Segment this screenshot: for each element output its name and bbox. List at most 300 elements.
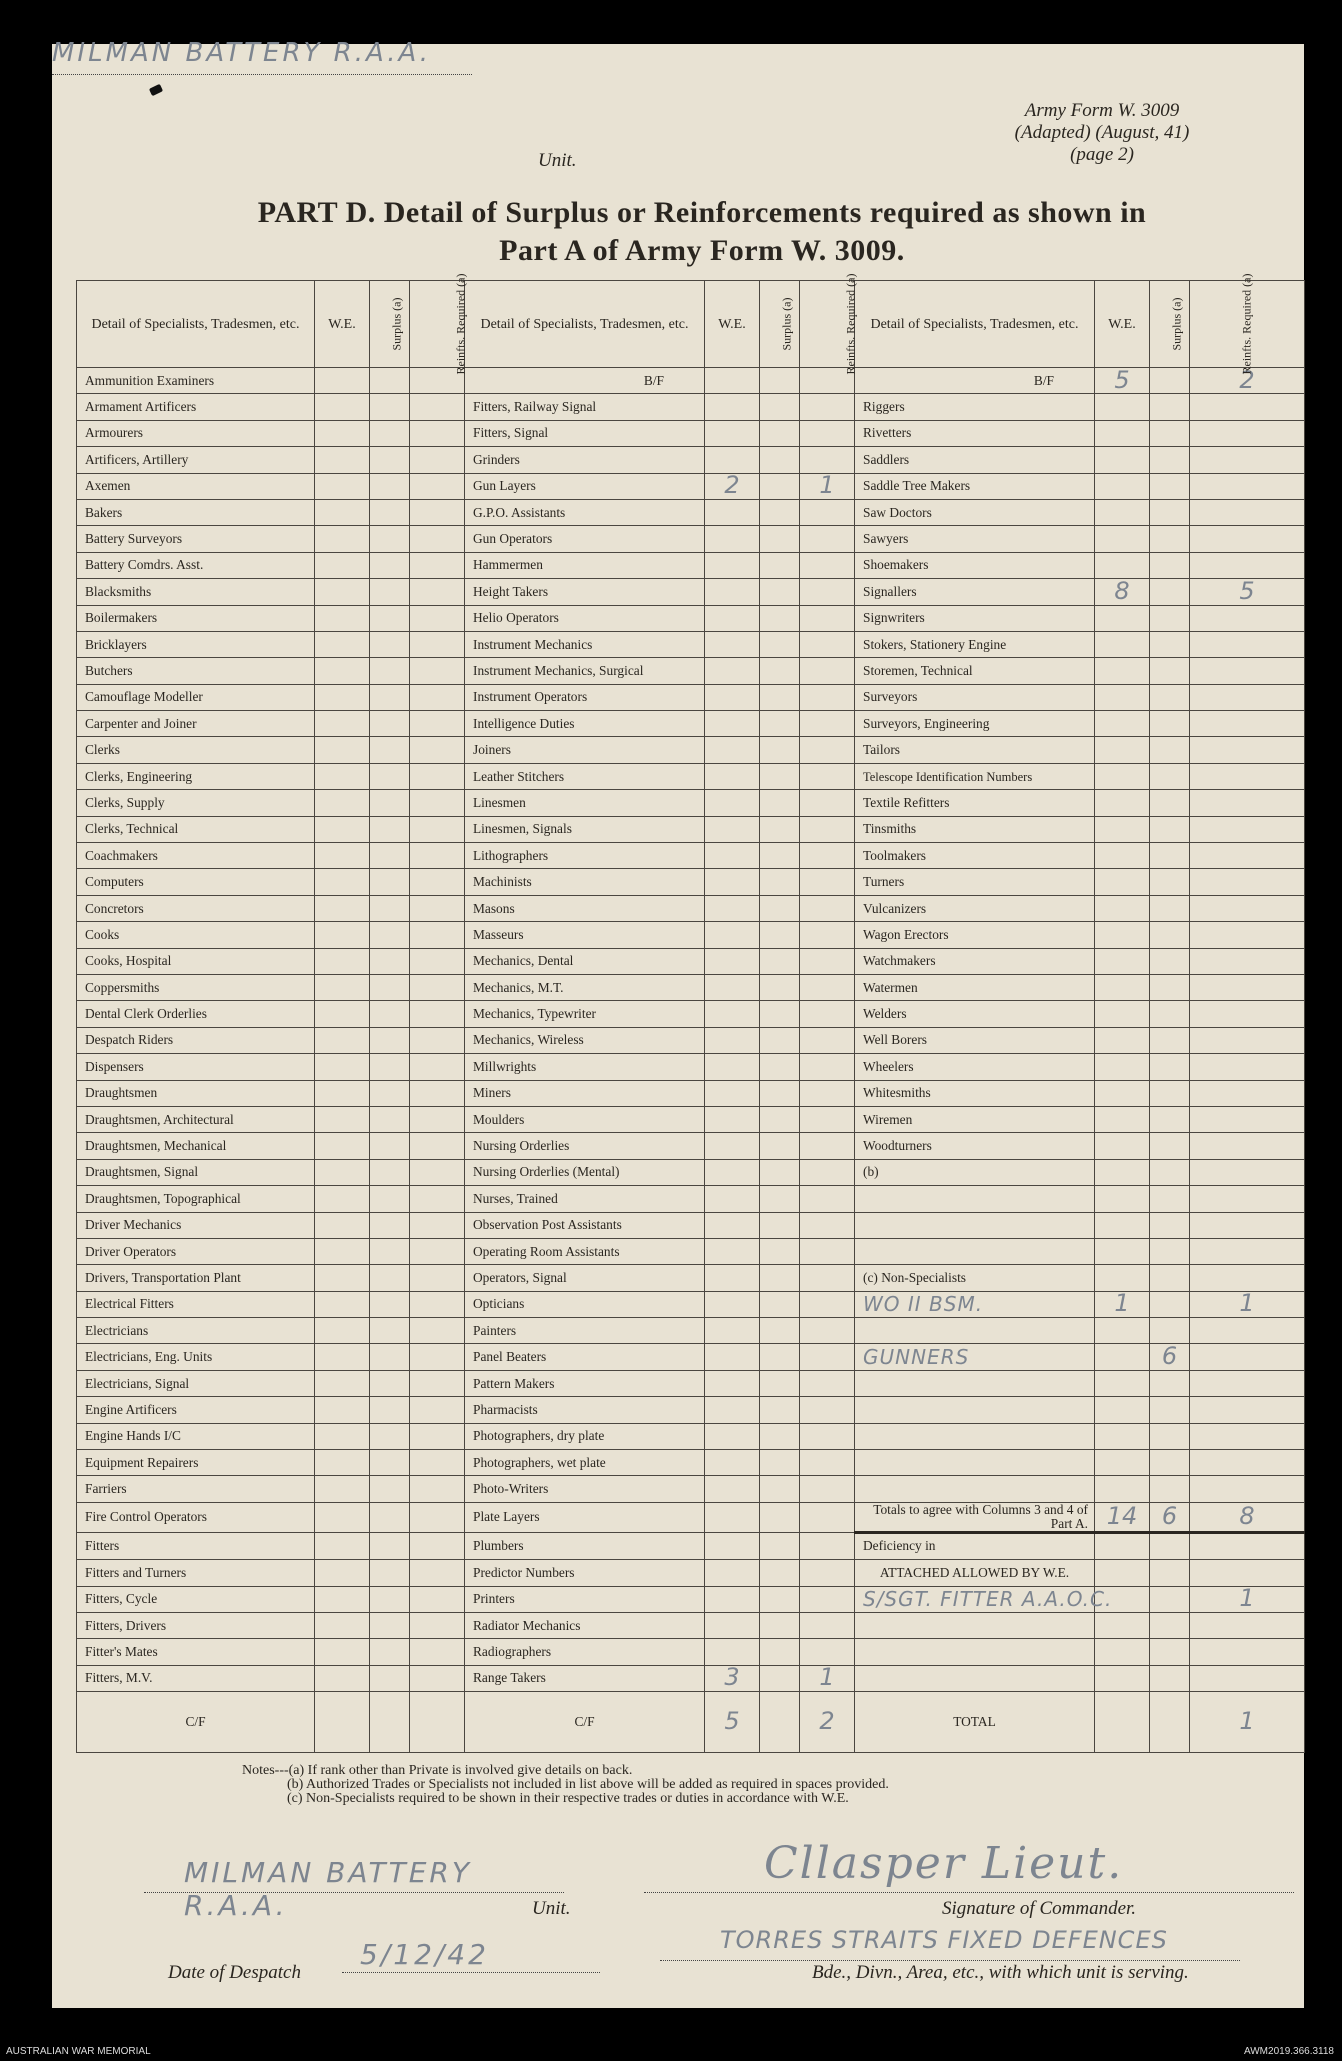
reinfts-cell-2 xyxy=(800,447,855,473)
detail-cell-2 xyxy=(465,579,705,605)
col-reinfts-2: Reinfts. Required (a) xyxy=(800,281,855,368)
reinfts-cell-1 xyxy=(410,579,465,605)
reinfts-cell-2 xyxy=(800,499,855,525)
we-cell-2 xyxy=(705,790,760,816)
detail-cell-2-value: Photo-Writers xyxy=(473,1481,549,1497)
we-cell-2 xyxy=(705,420,760,446)
we-cell-2 xyxy=(705,1238,760,1264)
detail-cell-1-value: Fitters, M.V. xyxy=(85,1670,153,1686)
reinfts-cell-2 xyxy=(800,790,855,816)
surplus-cell-1 xyxy=(370,1027,410,1053)
detail-cell-1-value: Armament Artificers xyxy=(85,399,197,415)
detail-cell-3-value: Watchmakers xyxy=(863,953,936,969)
reinfts-cell-3 xyxy=(1190,631,1305,657)
surplus-cell-2 xyxy=(760,526,800,552)
we-cell-3 xyxy=(1095,394,1150,420)
surplus-cell-3 xyxy=(1150,711,1190,737)
we-cell-3 xyxy=(1095,1212,1150,1238)
surplus-cell-1 xyxy=(370,1265,410,1291)
we-cell-3 xyxy=(1095,1265,1150,1291)
we-cell-1 xyxy=(315,1186,370,1212)
detail-cell-3-value: ATTACHED ALLOWED BY W.E. xyxy=(879,1564,1070,1580)
reinfts-cell-1 xyxy=(410,1450,465,1476)
surplus-cell-3 xyxy=(1150,658,1190,684)
title-line-2: Part A of Army Form W. 3009. xyxy=(499,234,905,267)
detail-cell-1 xyxy=(77,1586,315,1612)
detail-cell-3 xyxy=(855,552,1095,578)
reinfts-cell-2 xyxy=(800,816,855,842)
table-row xyxy=(77,1344,1305,1370)
reinfts-cell-2 xyxy=(800,1291,855,1317)
reinfts-cell-1 xyxy=(410,843,465,869)
detail-cell-3-value: B/F xyxy=(1033,372,1054,388)
detail-cell-2 xyxy=(465,526,705,552)
we-cell-1 xyxy=(315,1238,370,1264)
we-cell-3 xyxy=(1095,473,1150,499)
table-row xyxy=(77,1502,1305,1532)
we-cell-1 xyxy=(315,1133,370,1159)
we-cell-1 xyxy=(315,1080,370,1106)
detail-cell-2 xyxy=(465,368,705,394)
reinfts-cell-1 xyxy=(410,790,465,816)
ink-mark xyxy=(149,84,163,96)
surplus-cell-2 xyxy=(760,1423,800,1449)
we-cell-3 xyxy=(1095,869,1150,895)
we-cell-1 xyxy=(315,579,370,605)
detail-cell-3 xyxy=(855,895,1095,921)
we-cell-1 xyxy=(315,1291,370,1317)
surplus-cell-2 xyxy=(760,1212,800,1238)
surplus-cell-1 xyxy=(370,526,410,552)
reinfts-cell-3 xyxy=(1190,1665,1305,1691)
surplus-cell-2 xyxy=(760,1450,800,1476)
detail-cell-3-value: Tinsmiths xyxy=(863,821,917,837)
detail-cell-1 xyxy=(77,711,315,737)
reinfts-cell-3 xyxy=(1190,1612,1305,1638)
reinfts-cell-2 xyxy=(800,843,855,869)
surplus-cell-2 xyxy=(760,1612,800,1638)
we-cell-2 xyxy=(705,711,760,737)
detail-cell-2 xyxy=(465,1054,705,1080)
commander-signature: Cllasper Lieut. xyxy=(764,1838,1124,1889)
detail-cell-1 xyxy=(77,1159,315,1185)
we-cell-2 xyxy=(705,605,760,631)
detail-cell-1 xyxy=(77,1106,315,1132)
we-cell-1 xyxy=(315,1397,370,1423)
detail-cell-3 xyxy=(855,1212,1095,1238)
detail-cell-3 xyxy=(855,948,1095,974)
we-cell-2 xyxy=(705,1397,760,1423)
table-row xyxy=(77,1212,1305,1238)
we-cell-2 xyxy=(705,552,760,578)
we-cell-1 xyxy=(315,605,370,631)
detail-cell-2 xyxy=(465,1027,705,1053)
surplus-cell-3 xyxy=(1150,1560,1190,1586)
detail-cell-2 xyxy=(465,1502,705,1532)
surplus-cell-3 xyxy=(1150,1665,1190,1691)
surplus-cell-1 xyxy=(370,552,410,578)
detail-cell-1-value: Electricians xyxy=(85,1322,149,1338)
surplus-cell-1 xyxy=(370,1186,410,1212)
we-cell-2 xyxy=(705,526,760,552)
col-detail-1: Detail of Specialists, Tradesmen, etc. xyxy=(77,281,315,368)
surplus-cell-3 xyxy=(1150,948,1190,974)
surplus-cell-3 xyxy=(1150,579,1190,605)
detail-cell-1 xyxy=(77,895,315,921)
reinfts-cell-3-value: 8 xyxy=(1239,1501,1255,1530)
reinfts-cell-3 xyxy=(1190,763,1305,789)
detail-cell-3 xyxy=(855,499,1095,525)
surplus-cell-3 xyxy=(1150,605,1190,631)
detail-cell-1-value: Fitter's Mates xyxy=(85,1644,158,1660)
surplus-cell-3 xyxy=(1150,1027,1190,1053)
detail-cell-3 xyxy=(855,1265,1095,1291)
we-cell-1 xyxy=(315,526,370,552)
reinfts-cell-2 xyxy=(800,605,855,631)
reinfts-cell-3 xyxy=(1190,816,1305,842)
surplus-cell-3 xyxy=(1150,1265,1190,1291)
surplus-cell-2 xyxy=(760,737,800,763)
surplus-cell-2 xyxy=(760,869,800,895)
reinfts-cell-3 xyxy=(1190,1265,1305,1291)
detail-cell-2-value: Panel Beaters xyxy=(473,1349,547,1365)
detail-cell-3 xyxy=(855,1106,1095,1132)
surplus-cell-3 xyxy=(1150,816,1190,842)
we-cell-2 xyxy=(705,1318,760,1344)
detail-cell-3-value: (c) Non-Specialists xyxy=(863,1269,967,1285)
table-row xyxy=(77,658,1305,684)
formation-label: Bde., Divn., Area, etc., with which unit is serving. xyxy=(812,1962,1189,1983)
we-cell-2 xyxy=(705,579,760,605)
cf-surplus-2 xyxy=(760,1692,800,1753)
reinfts-cell-3 xyxy=(1190,526,1305,552)
table-row xyxy=(77,1560,1305,1586)
detail-cell-2-value: Hammermen xyxy=(473,557,543,573)
detail-cell-1 xyxy=(77,420,315,446)
surplus-cell-1 xyxy=(370,1291,410,1317)
detail-cell-3-value: Tailors xyxy=(863,742,900,758)
we-cell-3 xyxy=(1095,711,1150,737)
detail-cell-3 xyxy=(855,816,1095,842)
note-a: Notes---(a) If rank other than Private is involved give details on back. xyxy=(242,1763,633,1778)
detail-cell-3 xyxy=(855,1001,1095,1027)
surplus-cell-3 xyxy=(1150,1186,1190,1212)
we-cell-1 xyxy=(315,974,370,1000)
despatch-label: Date of Despatch xyxy=(168,1962,301,1983)
table-header-row xyxy=(77,281,1305,368)
reinfts-cell-1 xyxy=(410,473,465,499)
we-cell-1 xyxy=(315,1212,370,1238)
surplus-cell-1 xyxy=(370,790,410,816)
cf-label-1 xyxy=(77,1692,315,1753)
table-row xyxy=(77,1054,1305,1080)
we-cell-3 xyxy=(1095,948,1150,974)
reinfts-cell-3 xyxy=(1190,1106,1305,1132)
we-cell-3-value: 1 xyxy=(1114,1289,1130,1318)
detail-cell-2 xyxy=(465,1212,705,1238)
reinfts-cell-3 xyxy=(1190,1397,1305,1423)
we-cell-2 xyxy=(705,1560,760,1586)
surplus-cell-3 xyxy=(1150,1476,1190,1502)
table-row xyxy=(77,473,1305,499)
surplus-cell-1 xyxy=(370,1532,410,1559)
we-cell-1 xyxy=(315,1665,370,1691)
we-cell-1 xyxy=(315,368,370,394)
reinfts-cell-3 xyxy=(1190,1159,1305,1185)
surplus-cell-2 xyxy=(760,711,800,737)
reinfts-cell-1 xyxy=(410,1212,465,1238)
surplus-cell-3 xyxy=(1150,1080,1190,1106)
col-surplus-1: Surplus (a) xyxy=(370,281,410,368)
detail-cell-3 xyxy=(855,974,1095,1000)
detail-cell-2-value: Millwrights xyxy=(473,1058,537,1074)
reinfts-cell-1 xyxy=(410,684,465,710)
we-cell-1 xyxy=(315,473,370,499)
detail-cell-3-value: Saddlers xyxy=(863,451,910,467)
surplus-cell-2 xyxy=(760,1133,800,1159)
table-row xyxy=(77,499,1305,525)
detail-cell-1 xyxy=(77,1532,315,1559)
detail-cell-2 xyxy=(465,1318,705,1344)
detail-cell-2 xyxy=(465,843,705,869)
detail-cell-3-value: Signallers xyxy=(863,583,917,599)
we-cell-1 xyxy=(315,1502,370,1532)
we-cell-1 xyxy=(315,737,370,763)
cf-we-1 xyxy=(315,1692,370,1753)
surplus-cell-1 xyxy=(370,974,410,1000)
we-cell-1 xyxy=(315,1054,370,1080)
we-cell-3 xyxy=(1095,1476,1150,1502)
we-cell-2 xyxy=(705,1532,760,1559)
detail-cell-2 xyxy=(465,473,705,499)
reinfts-cell-2 xyxy=(800,1344,855,1370)
reinfts-cell-2 xyxy=(800,631,855,657)
reinfts-cell-3 xyxy=(1190,843,1305,869)
detail-cell-1 xyxy=(77,790,315,816)
table-row xyxy=(77,1450,1305,1476)
reinfts-cell-3-value: 2 xyxy=(1239,365,1255,394)
surplus-cell-2 xyxy=(760,1159,800,1185)
reinfts-cell-3 xyxy=(1190,420,1305,446)
detail-cell-1 xyxy=(77,1476,315,1502)
table-row xyxy=(77,737,1305,763)
detail-cell-3 xyxy=(855,763,1095,789)
detail-cell-1-value: Equipment Repairers xyxy=(85,1454,199,1470)
detail-cell-3 xyxy=(855,869,1095,895)
surplus-cell-3 xyxy=(1150,394,1190,420)
detail-cell-3-value: (b) xyxy=(863,1164,879,1180)
we-cell-3 xyxy=(1095,447,1150,473)
surplus-cell-3 xyxy=(1150,1344,1190,1370)
detail-cell-1-value: Boilermakers xyxy=(85,610,158,626)
reinfts-cell-3 xyxy=(1190,922,1305,948)
detail-cell-1-value: Draughtsmen xyxy=(85,1085,158,1101)
surplus-cell-2 xyxy=(760,1586,800,1612)
detail-cell-1-value: Fire Control Operators xyxy=(85,1509,207,1525)
we-cell-1 xyxy=(315,394,370,420)
detail-cell-2 xyxy=(465,1265,705,1291)
detail-cell-1-value: Despatch Riders xyxy=(85,1032,174,1048)
detail-cell-3 xyxy=(855,1423,1095,1449)
surplus-cell-1 xyxy=(370,1502,410,1532)
we-cell-3 xyxy=(1095,631,1150,657)
we-cell-1 xyxy=(315,816,370,842)
table-row xyxy=(77,1001,1305,1027)
surplus-cell-2 xyxy=(760,1001,800,1027)
reinfts-cell-3 xyxy=(1190,1532,1305,1559)
detail-cell-2-value: Mechanics, Wireless xyxy=(473,1032,584,1048)
detail-cell-3 xyxy=(855,790,1095,816)
reinfts-cell-1 xyxy=(410,737,465,763)
we-cell-1 xyxy=(315,1159,370,1185)
detail-cell-1-value: Driver Operators xyxy=(85,1243,177,1259)
reinfts-cell-1 xyxy=(410,1027,465,1053)
table-row xyxy=(77,895,1305,921)
surplus-cell-2 xyxy=(760,447,800,473)
reinfts-cell-2 xyxy=(800,869,855,895)
surplus-cell-3 xyxy=(1150,1370,1190,1396)
surplus-cell-3 xyxy=(1150,499,1190,525)
detail-cell-2-value: Masseurs xyxy=(473,926,524,942)
reinfts-cell-3 xyxy=(1190,576,1305,605)
reinfts-cell-3 xyxy=(1190,1450,1305,1476)
detail-cell-2 xyxy=(465,711,705,737)
surplus-cell-1 xyxy=(370,922,410,948)
reinfts-cell-1 xyxy=(410,1054,465,1080)
detail-cell-2-value: Radiator Mechanics xyxy=(473,1617,581,1633)
table-row xyxy=(77,447,1305,473)
we-cell-2 xyxy=(705,948,760,974)
detail-cell-2-value: Grinders xyxy=(473,451,520,467)
table-row xyxy=(77,579,1305,605)
table-row xyxy=(77,816,1305,842)
we-cell-2 xyxy=(705,1370,760,1396)
surplus-cell-1 xyxy=(370,1560,410,1586)
surplus-cell-3 xyxy=(1150,1054,1190,1080)
surplus-cell-1 xyxy=(370,869,410,895)
surplus-cell-2 xyxy=(760,499,800,525)
reinfts-cell-1 xyxy=(410,1106,465,1132)
detail-cell-3-value: Watermen xyxy=(863,979,918,995)
we-cell-2 xyxy=(705,1080,760,1106)
surplus-cell-1 xyxy=(370,684,410,710)
reinfts-cell-3 xyxy=(1190,1370,1305,1396)
we-cell-2 xyxy=(705,1612,760,1638)
reinfts-cell-3 xyxy=(1190,447,1305,473)
total-reinfts xyxy=(1190,1692,1305,1753)
detail-cell-2 xyxy=(465,1186,705,1212)
total-we xyxy=(1095,1692,1150,1753)
detail-cell-3 xyxy=(855,1238,1095,1264)
detail-cell-1 xyxy=(77,843,315,869)
surplus-cell-1 xyxy=(370,368,410,394)
we-cell-2 xyxy=(705,1265,760,1291)
surplus-cell-1 xyxy=(370,763,410,789)
we-cell-2-value: 3 xyxy=(724,1663,740,1692)
surplus-cell-1 xyxy=(370,1586,410,1612)
detail-cell-1 xyxy=(77,1450,315,1476)
surplus-cell-3 xyxy=(1150,1502,1190,1532)
detail-cell-2-value: Mechanics, Typewriter xyxy=(473,1006,597,1022)
detail-cell-3 xyxy=(855,1054,1095,1080)
detail-cell-2 xyxy=(465,605,705,631)
detail-cell-3 xyxy=(855,1397,1095,1423)
surplus-cell-1 xyxy=(370,605,410,631)
surplus-cell-1 xyxy=(370,579,410,605)
detail-cell-1-value: Drivers, Transportation Plant xyxy=(85,1269,241,1285)
detail-cell-3 xyxy=(855,1080,1095,1106)
reinfts-cell-2 xyxy=(800,473,855,499)
detail-cell-2 xyxy=(465,1159,705,1185)
surplus-cell-1 xyxy=(370,711,410,737)
we-cell-2 xyxy=(705,1502,760,1532)
we-cell-2 xyxy=(705,1423,760,1449)
detail-cell-1 xyxy=(77,1560,315,1586)
specialists-table xyxy=(76,273,1305,1753)
detail-cell-1 xyxy=(77,816,315,842)
detail-cell-2 xyxy=(465,1450,705,1476)
we-cell-3 xyxy=(1095,1665,1150,1691)
detail-cell-2-value: Printers xyxy=(473,1591,515,1607)
surplus-cell-3 xyxy=(1150,1423,1190,1449)
detail-cell-2 xyxy=(465,1532,705,1559)
col-we-2: W.E. xyxy=(705,281,760,368)
surplus-cell-2 xyxy=(760,1265,800,1291)
detail-cell-1 xyxy=(77,1344,315,1370)
surplus-cell-1 xyxy=(370,737,410,763)
we-cell-2 xyxy=(705,684,760,710)
table-row xyxy=(77,1370,1305,1396)
reinfts-cell-2 xyxy=(800,1476,855,1502)
surplus-cell-1 xyxy=(370,816,410,842)
reinfts-cell-1 xyxy=(410,1423,465,1449)
detail-cell-1 xyxy=(77,1291,315,1317)
surplus-cell-1 xyxy=(370,447,410,473)
reinfts-cell-2 xyxy=(800,763,855,789)
we-cell-3 xyxy=(1095,1133,1150,1159)
surplus-cell-3 xyxy=(1150,420,1190,446)
reinfts-cell-1 xyxy=(410,1318,465,1344)
detail-cell-1 xyxy=(77,1001,315,1027)
we-cell-2 xyxy=(705,763,760,789)
reinfts-cell-2 xyxy=(800,420,855,446)
detail-cell-3 xyxy=(855,1370,1095,1396)
reinfts-cell-2 xyxy=(800,394,855,420)
detail-cell-2-value: Pharmacists xyxy=(473,1401,538,1417)
detail-cell-1-value: Draughtsmen, Mechanical xyxy=(85,1138,227,1154)
detail-cell-3 xyxy=(855,843,1095,869)
detail-cell-1-value: Engine Artificers xyxy=(85,1401,177,1417)
surplus-cell-1 xyxy=(370,420,410,446)
surplus-cell-2 xyxy=(760,1318,800,1344)
detail-cell-2 xyxy=(465,790,705,816)
we-cell-3 xyxy=(1095,895,1150,921)
surplus-cell-3 xyxy=(1150,1106,1190,1132)
detail-cell-3-value: Sawyers xyxy=(863,531,909,547)
detail-cell-1-value: Dispensers xyxy=(85,1058,144,1074)
we-cell-3 xyxy=(1095,1502,1150,1532)
reinfts-cell-3 xyxy=(1190,1212,1305,1238)
we-cell-2 xyxy=(705,1027,760,1053)
we-cell-3 xyxy=(1095,526,1150,552)
reinfts-cell-2-value: 1 xyxy=(819,1663,835,1692)
we-cell-3 xyxy=(1095,1639,1150,1665)
table-row xyxy=(77,1291,1305,1317)
we-cell-3 xyxy=(1095,1344,1150,1370)
reinfts-cell-3 xyxy=(1190,948,1305,974)
reinfts-cell-2 xyxy=(800,1027,855,1053)
we-cell-2 xyxy=(705,1476,760,1502)
